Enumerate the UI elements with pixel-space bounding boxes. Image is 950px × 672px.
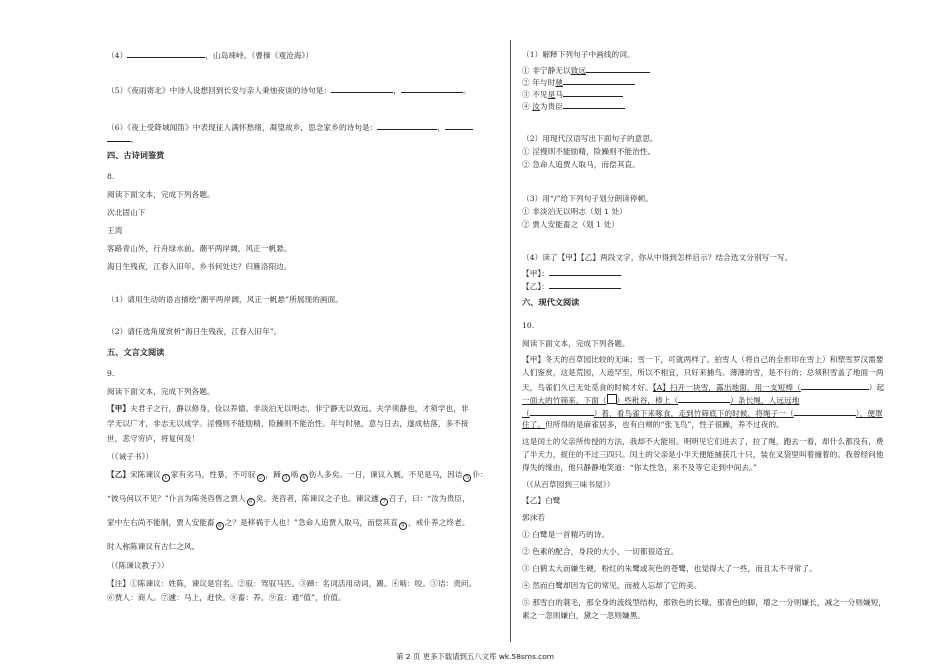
egret-para-4: ④ 然而白鹭却因为它的常见，而被人忘却了它的美。 <box>522 581 702 590</box>
q9-sub-1-item-2 <box>522 76 635 88</box>
poem-author: 王湾 <box>107 226 123 235</box>
yi-text-1a: 宋陈谏议 <box>130 470 161 479</box>
segment-a-text: 【A】扫开一块雪，露出地面，用一支短棒（ <box>652 383 801 392</box>
section-6-heading: 六、现代文阅读 <box>522 297 580 307</box>
q6-text: （6）《夜上受降城闻笛》中表现征人满怀愁绪，凝望故乡，思念家乡的诗句是： <box>107 123 378 132</box>
jia-source: （《诫子书》） <box>107 452 154 461</box>
passage-line-6 <box>522 420 784 430</box>
passage-line-1: 【甲】冬天的百草园比较的无味；雪一下，可就两样了。拍雪人（将自己的全形印在雪上）和塑雪罗汉需要 <box>522 355 884 364</box>
note-marker-8: 8 <box>216 522 224 530</box>
q4-prefix: （4） <box>107 51 128 60</box>
p6-text-b: 但所得的是麻雀居多，也有白颊的“张飞鸟”，性子很躁，养不过夜的。 <box>545 420 784 429</box>
yi-line-3 <box>107 518 470 530</box>
underlined-word-4: 汝 <box>532 102 540 111</box>
poem-title: 次北固山下 <box>107 208 146 217</box>
q8-intro: 阅读下面文本，完成下列各题。 <box>107 190 215 199</box>
q9-intro: 阅读下面文本，完成下列各题。 <box>107 387 215 396</box>
r1-3-suffix: 马 <box>555 90 564 99</box>
q9-sub-4-yi <box>522 280 621 292</box>
egret-para-5-cont: 素之一忽则嫌白，黛之一忽则嫌黑。 <box>522 611 646 620</box>
yi-text-1d: 啮 <box>290 470 299 479</box>
underlined-word-3: 是 <box>547 90 556 99</box>
answer-blank-yi[interactable] <box>549 280 621 289</box>
yi-text-1c: ，蹄 <box>265 470 281 479</box>
q6-blank-1[interactable] <box>377 121 437 130</box>
answer-blank-2[interactable] <box>563 76 635 85</box>
r4-jia-label: 【甲】： <box>522 269 549 278</box>
poem-line-1: 客路青山外，行舟绿水前。潮平两岸阔，风正一帆悬。 <box>107 244 292 253</box>
passage-line-8: 了半天力，捉住的不过三四只。闰土的父亲是小半天便能捕获几十只，装在叉袋里叫着撞着的。我曾经问他 <box>522 450 884 459</box>
yi-line-1 <box>107 470 488 482</box>
jia-line-2: 学无以广才，非志无以成学。淫慢则不能励精，险躁则不能治性。年与时驰，意与日去，遂成枯落，多不接 <box>107 419 469 428</box>
r1-4-suffix: 为贵臣 <box>539 102 564 111</box>
yi-line-2 <box>107 494 470 506</box>
note-marker-4: 4 <box>300 474 308 482</box>
jia-line-3: 世，悲守穷庐，将复何及！ <box>107 434 200 443</box>
q9-sub-2-item-1: ① 淫慢则不能励精，险躁则不能治性。 <box>522 147 656 156</box>
q6-line: （6）《夜上受降城闻笛》中表现征人满怀愁绪，凝望故乡，思念家乡的诗句是： ， <box>107 121 473 133</box>
yi-line-4: 时人称陈谏议有古仁之风。 <box>107 542 200 551</box>
egret-para-2: ② 色素的配合，身段的大小，一切都很适宜。 <box>522 547 679 556</box>
yi-source: （《陈谏议教子》） <box>107 561 169 570</box>
q5-blank-2[interactable] <box>401 84 463 93</box>
passage-line-5 <box>522 407 883 419</box>
yi-poem-author: 郭沫若 <box>522 513 546 522</box>
q9-sub-1-item-1 <box>522 64 650 76</box>
verb-blank-5[interactable] <box>794 407 856 416</box>
q9-sub-4-jia <box>522 267 621 279</box>
note-marker-5: 5 <box>463 474 471 482</box>
r1-2-prefix: ② 年与时 <box>522 78 556 87</box>
yi-text-1f: 仆： <box>472 470 488 479</box>
q9-sub-2: （2）用现代汉语写出下面句子的意思。 <box>522 134 658 143</box>
egret-para-1: ① 白鹭是一首精巧的诗。 <box>522 530 610 539</box>
yi-text-2c: 召子，曰：“汝为贵臣， <box>388 494 470 503</box>
poem-line-2: 海日生残夜，江春入旧年。乡书何处达？归雁洛阳边。 <box>107 262 292 271</box>
q9-sub-4: （4）读了【甲】【乙】两段文字，你从中得到怎样启示？结合选文分别写一写。 <box>522 253 793 262</box>
q9-sub-1-item-3 <box>522 88 623 100</box>
q8-sub-2: （2）请任选角度赏析“海日生残夜，江春入旧年”。 <box>107 327 282 336</box>
yi-text-3a: 家中左右尚不能制，贾人安能畜 <box>107 518 215 527</box>
q9-sub-1: （1）解释下列句子中画线的词。 <box>522 50 635 59</box>
passage-line-3 <box>522 381 884 393</box>
jia-text-1: 夫君子之行，静以修身，俭以养德。非淡泊无以明志，非宁静无以致远。夫学须静也，才须学也，非 <box>130 404 469 413</box>
yi-text-3c: ，戒仆养之终老。 <box>407 518 470 527</box>
answer-blank-3[interactable] <box>563 88 623 97</box>
egret-para-3: ③ 白鹤太大而嫌生硬，粉红的朱鹭或灰色的苍鹭，也觉得大了一些，而且太不寻常了。 <box>522 564 817 573</box>
verb-box-2[interactable] <box>607 394 617 404</box>
answer-blank-1[interactable] <box>586 64 650 73</box>
p4-text-b: ）些秕谷，棒上（ <box>616 396 679 405</box>
p5-text-b: ）着，看鸟雀下来啄食，走到竹筛底下的时候，将绳子一（ <box>593 409 794 418</box>
section-5-heading: 五、文言文阅读 <box>107 347 165 357</box>
r1-3-prefix: ③ 不见 <box>522 90 548 99</box>
jia-tag: 【甲】 <box>107 404 131 413</box>
yi-poem-title: 【乙】白鹭 <box>522 496 561 505</box>
passage-line-4 <box>522 394 799 406</box>
note-marker-6: 6 <box>247 498 255 506</box>
verb-blank-3[interactable] <box>678 394 730 403</box>
p3-text: 天，鸟雀们久已无处觅食的时候才好。 <box>522 383 653 392</box>
jia-line-1 <box>107 404 469 414</box>
answer-blank-4[interactable] <box>563 100 625 109</box>
r4-yi-label: 【乙】： <box>522 282 549 291</box>
q9-sub-1-item-4 <box>522 100 625 112</box>
q9-sub-3: （3）用“/”给下列句子划分朗读停顿。 <box>522 194 653 203</box>
verb-blank-1[interactable] <box>801 381 869 390</box>
q5-text: （5）《夜雨寄北》中诗人设想回到长安与亲人秉烛夜谈的诗句是： <box>107 86 332 95</box>
r1-1-prefix: ① 非宁静无以 <box>522 66 571 75</box>
yi-tag: 【乙】 <box>107 470 131 479</box>
q4-blank[interactable] <box>127 49 205 58</box>
page-footer: 第 2 页 更多下载请到五八文库 wk.58sms.com <box>396 652 554 661</box>
q8-number: 8. <box>107 172 115 181</box>
passage-line-7: 这是闰土的父亲所传授的方法，我却不大能用。明明见它们进去了，拉了绳，跑去一看，却什么都没有，费 <box>522 437 884 446</box>
yi-text-1b: 家有劣马，性暴，不可驭 <box>170 470 256 479</box>
notes-line-1: 【注】①陈谏议：姓陈，谏议是官名。②驭：驾驭马匹。③蹄：名词活用动词，踢。④啮：咬。⑤诘：责问。 <box>107 579 477 588</box>
p6-text-a: 住了。 <box>522 420 546 429</box>
q8-sub-1: （1）请用生动的语言描绘“潮平两岸阔，风正一帆悬”所展现的画面。 <box>107 295 344 304</box>
underlined-word-1: 致远 <box>570 66 587 75</box>
section-4-heading: 四、古诗词鉴赏 <box>107 150 165 160</box>
p5-text-c: ），便罩 <box>855 409 883 418</box>
yi-text-2a: “彼马何以不见？”仆言为陈尧咨售之贾人 <box>107 494 246 503</box>
egret-para-5: ⑤ 那雪白的蓑毛，那全身的流线型结构，那铁色的长喙，那青色的脚，增之一分则嫌长，减之一分则嫌短， <box>522 598 887 607</box>
passage-line-9: 得失的缘由，他只静静地笑道：“你太性急，来不及等它走到中间去。” <box>522 463 757 472</box>
q9-sub-3-item-1: ① 非淡泊无以明志（划 1 处） <box>522 207 627 216</box>
q9-sub-2-item-2: ② 急命人追贾人取马，而偿其直。 <box>522 160 640 169</box>
r1-4-prefix: ④ <box>522 102 533 111</box>
q10-intro: 阅读下面文本，完成下列各题。 <box>522 339 630 348</box>
q6-line-2: 。 <box>107 133 139 145</box>
q4-line <box>107 49 313 61</box>
p4-text-c: ）条长绳，人远远地 <box>730 396 800 405</box>
q6-blank-2[interactable] <box>445 121 473 130</box>
verb-blank-4[interactable] <box>530 407 594 416</box>
answer-blank-jia[interactable] <box>549 267 621 276</box>
column-divider <box>510 40 511 642</box>
notes-line-2: ⑥贾人：商人。⑦遽：马上，赶快。⑧畜：养。⑨直：通“值”，价值。 <box>107 593 346 602</box>
note-marker-1: 1 <box>162 474 170 482</box>
p3-end: ）起 <box>868 383 885 392</box>
yi-text-2b: 矣。尧咨者，陈谏议之子也。谏议遽 <box>255 494 379 503</box>
q10-number: 10. <box>522 321 535 330</box>
q9-number: 9. <box>107 369 115 378</box>
yi-text-3b: 之？是移祸于人也！”急命人追贾人取马，而偿其直 <box>224 518 398 527</box>
note-marker-9: 9 <box>399 522 407 530</box>
q9-sub-3-item-2: ② 贾人安能畜之（划 1 处） <box>522 220 620 229</box>
q5-blank-1[interactable] <box>331 84 393 93</box>
underlined-word-2: 驰 <box>555 78 563 87</box>
note-marker-3: 3 <box>282 474 290 482</box>
p5-text-a: （ <box>522 409 530 418</box>
q4-suffix: ，山岛竦峙。（曹操《观沧海》） <box>205 51 314 60</box>
note-marker-7: 7 <box>380 498 388 506</box>
q6-blank-3[interactable] <box>107 133 131 142</box>
passage-source: （《从百草园到三味书屋》） <box>522 480 615 489</box>
passage-line-2: 人们鉴赏，这是荒园，人迹罕至，所以不相宜，只好来捕鸟。薄薄的雪，是不行的；总须积雪盖了地面一两 <box>522 368 884 377</box>
note-marker-2: 2 <box>257 474 265 482</box>
yi-text-1e: 伤人多矣。一日，谏议入厩，不见是马，因诘 <box>308 470 463 479</box>
q5-line: （5）《夜雨寄北》中诗人设想回到长安与亲人秉烛夜谈的诗句是： ， 。 <box>107 86 471 95</box>
p4-text-a: 一面大的竹筛来，下面（ <box>522 396 607 405</box>
